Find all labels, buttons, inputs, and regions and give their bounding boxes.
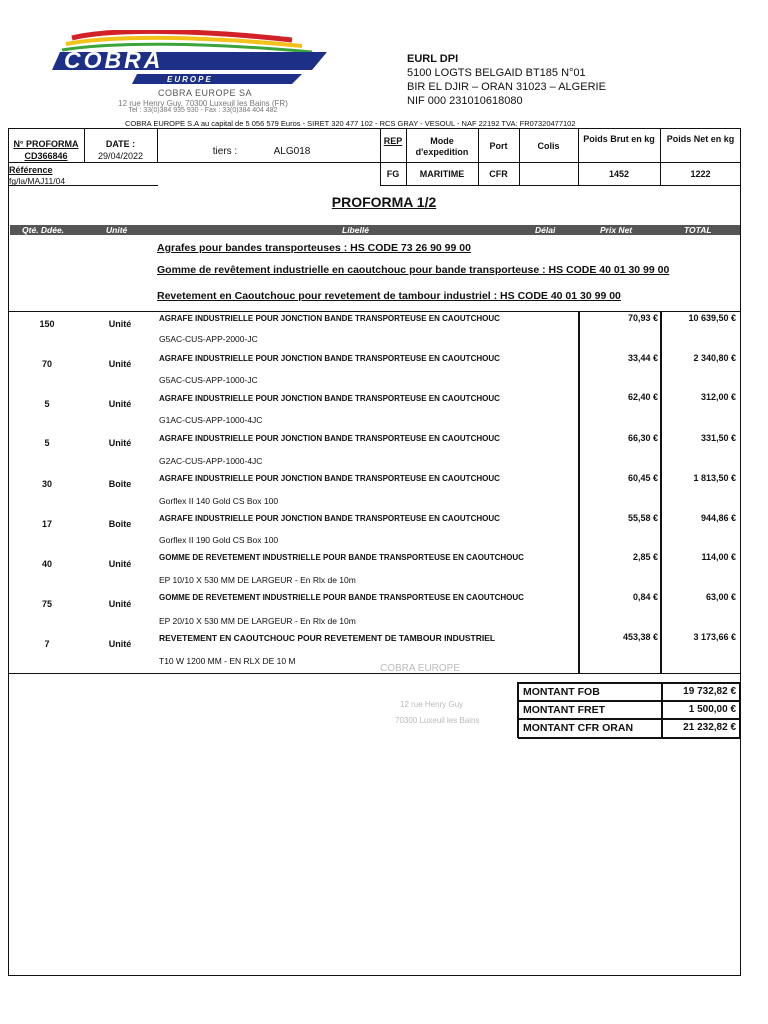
tiers-value: ALG018 [273,146,311,157]
recipient-line3: BIR EL DJIR – ORAN 31023 – ALGERIE [407,81,606,93]
cobra-logo-graphic [52,30,342,90]
item-description: AGRAFE INDUSTRIELLE POUR JONCTION BANDE TRANSPORTEUSE EN CAOUTCHOUC [159,474,500,483]
item-code: EP 10/10 X 530 MM DE LARGEUR - En Rlx de 10m [159,575,356,585]
item-qty: 5 [44,399,50,409]
gross-weight-value: 1452 [608,169,630,179]
document-title: PROFORMA 1/2 [331,194,437,210]
net-weight-label: Poids Net en kg [666,134,735,144]
port-value: CFR [489,169,508,179]
col-delay-header: Délai [535,225,556,235]
item-code: G2AC-CUS-APP-1000-4JC [159,456,263,466]
recipient-name: EURL DPI [407,53,459,65]
total-cfr-label: MONTANT CFR ORAN [523,722,634,734]
logo-subbrand-text: EUROPE [167,75,213,84]
item-code: G1AC-CUS-APP-1000-4JC [159,415,263,425]
item-unit: Unité [108,559,132,569]
total-cfr-value: 21 232,82 € [683,722,736,733]
item-unit: Boite [108,479,132,489]
item-total: 331,50 € [700,433,736,443]
shipping-mode-value: MARITIME [419,169,465,179]
item-total: 63,00 € [705,592,736,602]
total-freight-label: MONTANT FRET [523,704,606,716]
item-qty: 30 [41,479,52,489]
colis-label: Colis [537,141,560,151]
col-qty-header: Qté. Ddée. [22,225,65,235]
item-description: REVETEMENT EN CAOUTCHOUC POUR REVETEMENT DE TAMBOUR INDUSTRIEL [159,633,496,643]
item-qty: 40 [41,559,52,569]
item-unit: Unité [108,639,132,649]
column-header-bar [10,225,740,235]
item-qty: 5 [44,438,50,448]
item-price: 66,30 € [627,433,658,443]
item-code: Gorflex II 140 Gold CS Box 100 [159,496,279,506]
item-unit: Unité [108,359,132,369]
item-code: EP 20/10 X 530 MM DE LARGEUR - En Rlx de 10m [159,616,356,626]
company-contact: Tel : 33(0)384 935 930 - Fax : 33(0)384 404 482 [128,107,278,114]
stamp-ghost-line2: 12 rue Henry Guy [400,700,464,709]
date-label: DATE : [105,139,136,149]
item-description: GOMME DE REVETEMENT INDUSTRIELLE POUR BANDE TRANSPORTEUSE EN CAOUTCHOUC [159,553,524,562]
item-unit: Boite [108,519,132,529]
reference-label: Référence [9,165,53,175]
item-total: 3 173,66 € [693,632,736,642]
item-qty: 150 [39,319,55,329]
item-description: AGRAFE INDUSTRIELLE POUR JONCTION BANDE TRANSPORTEUSE EN CAOUTCHOUC [159,314,500,323]
item-total: 312,00 € [700,392,736,402]
item-price: 62,40 € [627,392,658,402]
item-qty: 7 [44,639,50,649]
item-description: AGRAFE INDUSTRIELLE POUR JONCTION BANDE TRANSPORTEUSE EN CAOUTCHOUC [159,394,500,403]
item-total: 2 340,80 € [693,353,736,363]
item-price: 55,58 € [627,513,658,523]
company-name: COBRA EUROPE SA [157,88,253,98]
item-price: 453,38 € [622,632,658,642]
col-label-header: Libellé [342,225,369,235]
proforma-number-value: CD366846 [24,151,68,161]
tiers-label: tiers : [212,146,238,157]
item-price: 60,45 € [627,473,658,483]
company-legal-line: COBRA EUROPE S.A au capital de 5 056 579 Euros - SIRET 320 477 102 - RCS GRAY - VESOUL - NAF 22192 TVA: FR07320477102 [125,119,576,128]
item-qty: 75 [41,599,52,609]
rep-value: FG [386,169,400,179]
item-code: G5AC-CUS-APP-2000-JC [159,334,258,344]
recipient-line2: 5100 LOGTS BELGAID BT185 N°01 [407,67,586,79]
col-unit-header: Unité [106,225,128,235]
item-total: 114,00 € [701,552,736,562]
company-address: 12 rue Henry Guy, 70300 Luxeuil les Bains (FR) [118,99,288,108]
item-qty: 70 [41,359,52,369]
port-label: Port [489,141,508,151]
item-code: G5AC-CUS-APP-1000-JC [159,375,258,385]
item-unit: Unité [108,399,132,409]
item-price: 70,93 € [627,313,658,323]
recipient-address [407,52,606,108]
total-fob-value: 19 732,82 € [683,686,736,697]
shipping-mode-label: Mode d'expedition [415,136,469,157]
item-code: Gorflex II 190 Gold CS Box 100 [159,535,279,545]
item-description: AGRAFE INDUSTRIELLE POUR JONCTION BANDE TRANSPORTEUSE EN CAOUTCHOUC [159,514,500,523]
reference-value: fg/la/MAJ11/04 [9,176,66,186]
col-total-header: TOTAL [684,225,712,235]
item-unit: Unité [108,599,132,609]
net-weight-value: 1222 [690,169,711,179]
rep-label: REP [383,136,403,146]
item-description: AGRAFE INDUSTRIELLE POUR JONCTION BANDE TRANSPORTEUSE EN CAOUTCHOUC [159,434,500,443]
stamp-ghost-line1: COBRA EUROPE [380,663,461,674]
proforma-number-label: N° PROFORMA [13,139,79,149]
hs-code-line-1: Agrafes pour bandes transporteuses : HS CODE 73 26 90 99 00 [157,242,471,254]
logo-brand-text: COBRA [64,47,164,73]
item-description: AGRAFE INDUSTRIELLE POUR JONCTION BANDE TRANSPORTEUSE EN CAOUTCHOUC [159,354,500,363]
col-price-header: Prix Net [600,225,633,235]
item-total: 944,86 € [700,513,736,523]
item-qty: 17 [41,519,52,529]
item-code: T10 W 1200 MM - EN RLX DE 10 M [159,656,296,666]
total-fob-label: MONTANT FOB [523,686,600,698]
item-unit: Unité [108,319,132,329]
item-total: 10 639,50 € [688,313,736,323]
item-price: 2,85 € [632,552,658,562]
hs-code-line-3: Revetement en Caoutchouc pour revetement de tambour industriel : HS CODE 40 01 30 99 00 [157,290,621,302]
hs-code-line-2: Gomme de revêtement industrielle en caoutchouc pour bande transporteuse : HS CODE 40 01 30 99 00 [157,264,670,276]
recipient-line4: NIF 000 231010618080 [407,95,523,107]
total-freight-value: 1 500,00 € [688,704,736,715]
item-price: 0,84 € [632,592,658,602]
item-unit: Unité [108,438,132,448]
date-value: 29/04/2022 [97,151,144,161]
item-description: GOMME DE REVETEMENT INDUSTRIELLE POUR BANDE TRANSPORTEUSE EN CAOUTCHOUC [159,593,524,602]
item-total: 1 813,50 € [693,473,736,483]
gross-weight-label: Poids Brut en kg [583,134,655,144]
item-price: 33,44 € [627,353,658,363]
stamp-ghost-line3: 70300 Luxeuil les Bains [395,716,480,725]
